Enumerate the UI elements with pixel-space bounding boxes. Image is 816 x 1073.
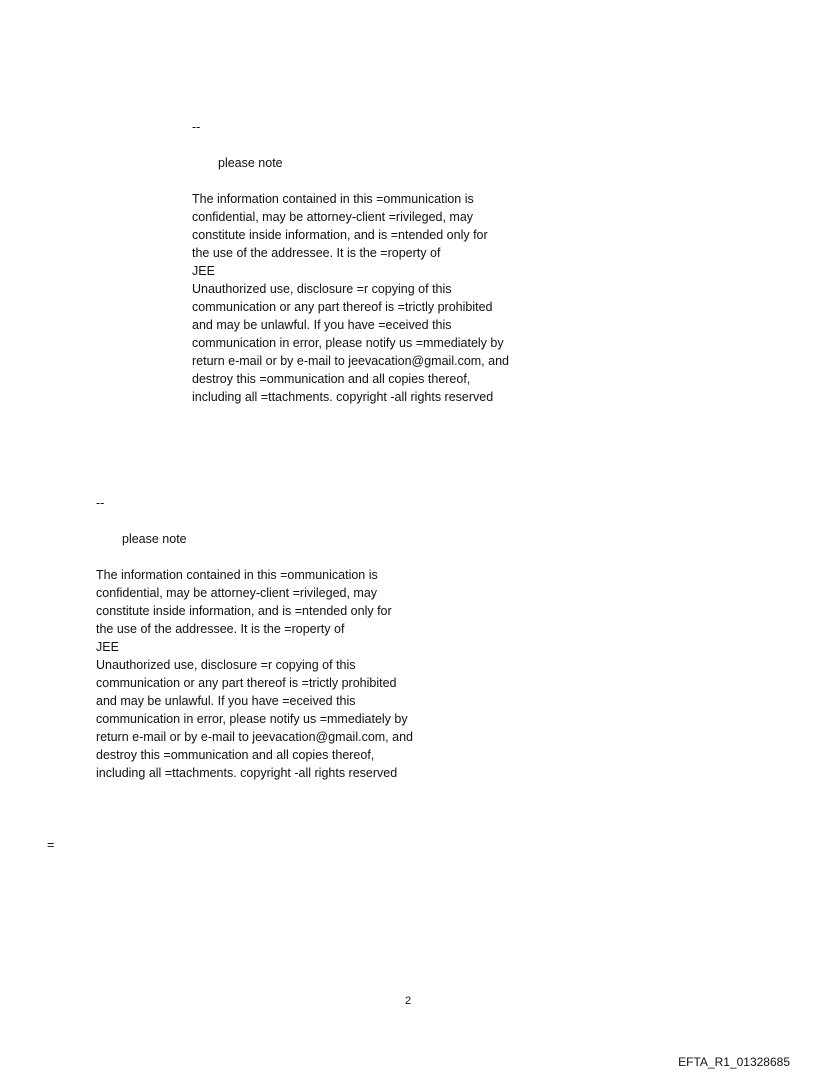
disclaimer-line: constitute inside information, and is =ntended only for (192, 228, 488, 242)
disclaimer-line: the use of the addressee. It is the =roperty of (96, 622, 345, 636)
disclaimer-line: The information contained in this =ommunication is (96, 568, 378, 582)
disclaimer-line: destroy this =ommunication and all copies thereof, (96, 748, 375, 762)
disclaimer-line: including all =ttachments. copyright -all rights reserved (192, 390, 494, 404)
note-heading: please note (218, 156, 283, 170)
separator: -- (192, 120, 201, 134)
disclaimer-block-quoted (192, 118, 552, 406)
disclaimer-line: destroy this =ommunication and all copies thereof, (192, 372, 471, 386)
disclaimer-line: and may be unlawful. If you have =eceived this (96, 694, 356, 708)
disclaimer-line: confidential, may be attorney-client =rivileged, may (192, 210, 474, 224)
disclaimer-line: the use of the addressee. It is the =roperty of (192, 246, 441, 260)
disclaimer-line: JEE (192, 264, 215, 278)
disclaimer-line: including all =ttachments. copyright -all rights reserved (96, 766, 398, 780)
disclaimer-line: constitute inside information, and is =ntended only for (96, 604, 392, 618)
disclaimer-line: Unauthorized use, disclosure =r copying of this (192, 282, 452, 296)
disclaimer-line: Unauthorized use, disclosure =r copying of this (96, 658, 356, 672)
disclaimer-block (96, 494, 456, 782)
page-number: 2 (404, 995, 412, 1007)
disclaimer-line: return e-mail or by e-mail to jeevacation@gmail.com, and (96, 730, 413, 744)
disclaimer-line: confidential, may be attorney-client =rivileged, may (96, 586, 378, 600)
disclaimer-line: and may be unlawful. If you have =eceived this (192, 318, 452, 332)
disclaimer-line: communication or any part thereof is =trictly prohibited (192, 300, 493, 314)
document-id: EFTA_R1_01328685 (678, 1055, 790, 1069)
disclaimer-line: return e-mail or by e-mail to jeevacation@gmail.com, and (192, 354, 509, 368)
separator: -- (96, 496, 105, 510)
disclaimer-line: communication or any part thereof is =trictly prohibited (96, 676, 397, 690)
disclaimer-line: communication in error, please notify us =mmediately by (96, 712, 408, 726)
trailing-equals: = (47, 838, 55, 852)
disclaimer-line: communication in error, please notify us =mmediately by (192, 336, 504, 350)
disclaimer-line: The information contained in this =ommunication is (192, 192, 474, 206)
note-heading: please note (122, 532, 187, 546)
disclaimer-line: JEE (96, 640, 119, 654)
